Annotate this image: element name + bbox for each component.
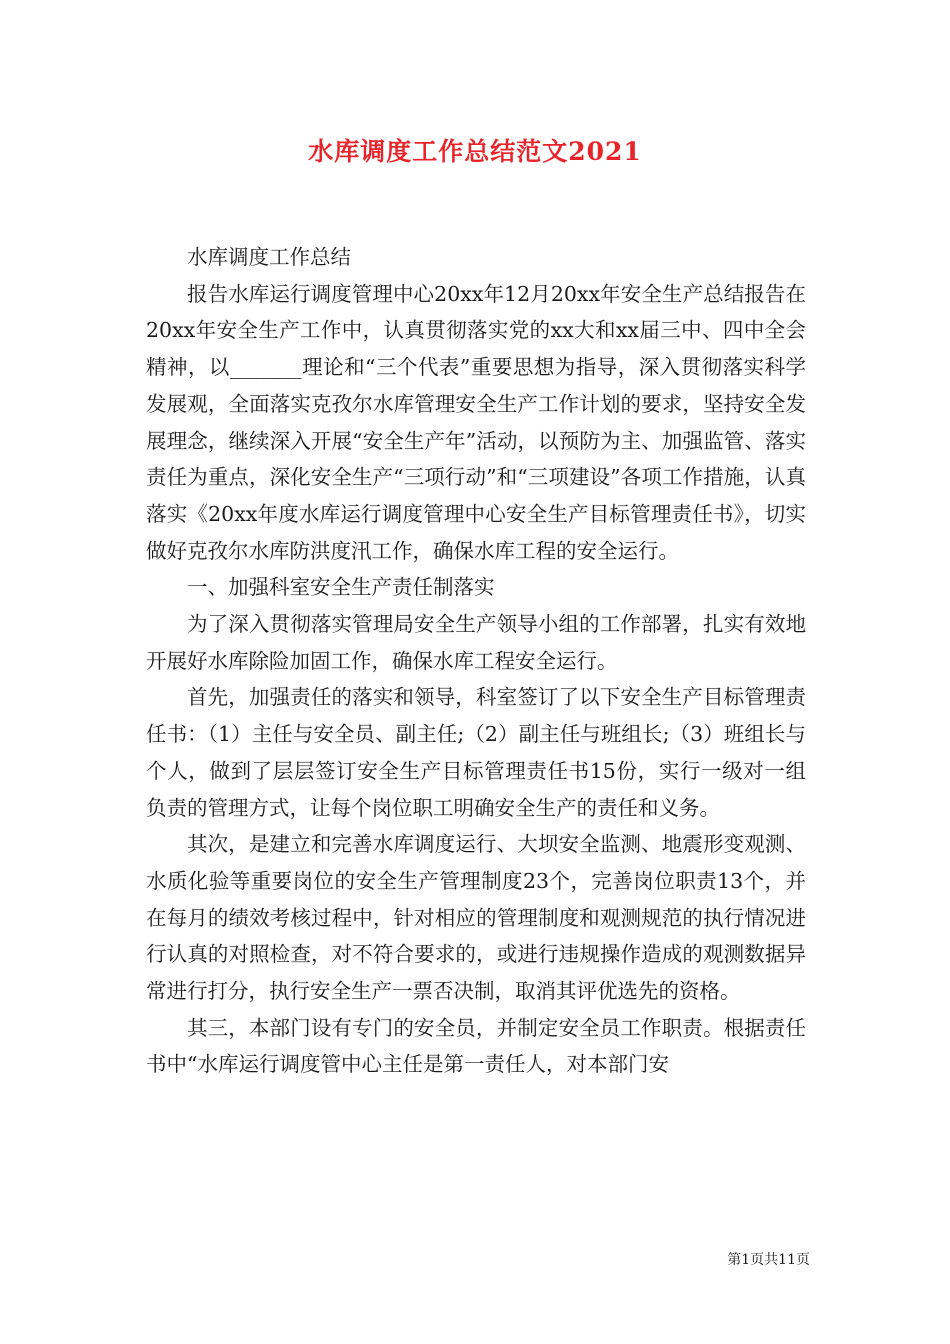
paragraph: 首先，加强责任的落实和领导，科室签订了以下安全生产目标管理责任书：（1）主任与安全员、副主任;（2）副主任与班组长;（3）班组长与个人，做到了层层签订安全生产目标管理责任书15份，实行一级对一组负责的管理方式，让每个岗位职工明确安全生产的责任和义务。 (146, 685, 806, 820)
paragraph: 其次，是建立和完善水库调度运行、大坝安全监测、地震形变观测、水质化验等重要岗位的安全生产管理制度23个，完善岗位职责13个，并在每月的绩效考核过程中，针对相应的管理制度和观测规范的执行情况进行认真的对照检查，对不符合要求的，或进行违规操作造成的观测数据异常进行打分，执行安全生产一票否决制，取消其评优选先的资格。 (146, 832, 806, 1004)
paragraph: 报告水库运行调度管理中心20xx年12月20xx年安全生产总结报告在20xx年安全生产工作中，认真贯彻落实党的xx大和xx届三中、四中全会精神，以_______理论和“三个代表”重要思想为指导，深入贯彻落实科学发展观，全面落实克孜尔水库管理安全生产工作计划的要求，坚持安全发展理念，继续深入开展“安全生产年”活动，以预防为主、加强监管、落实责任为重点，深化安全生产“三项行动”和“三项建设”各项工作措施，认真落实《20xx年度水库运行调度管理中心安全生产目标管理责任书》，切实做好克孜尔水库防洪度汛工作，确保水库工程的安全运行。 (146, 281, 806, 563)
paragraph-heading: 水库调度工作总结 (187, 245, 351, 269)
document-title: 水库调度工作总结范文2021 (308, 137, 642, 166)
page-number: 第1页共11页 (727, 1252, 810, 1268)
paragraph: 其三，本部门设有专门的安全员，并制定安全员工作职责。根据责任书中“水库运行调度管中心主任是第一责任人，对本部门安 (146, 1015, 806, 1077)
document-body (146, 239, 806, 1083)
section-heading: 一、加强科室安全生产责任制落实 (187, 575, 495, 600)
paragraph: 为了深入贯彻落实管理局安全生产领导小组的工作部署，扎实有效地开展好水库除险加固工作，确保水库工程安全运行。 (146, 612, 806, 673)
